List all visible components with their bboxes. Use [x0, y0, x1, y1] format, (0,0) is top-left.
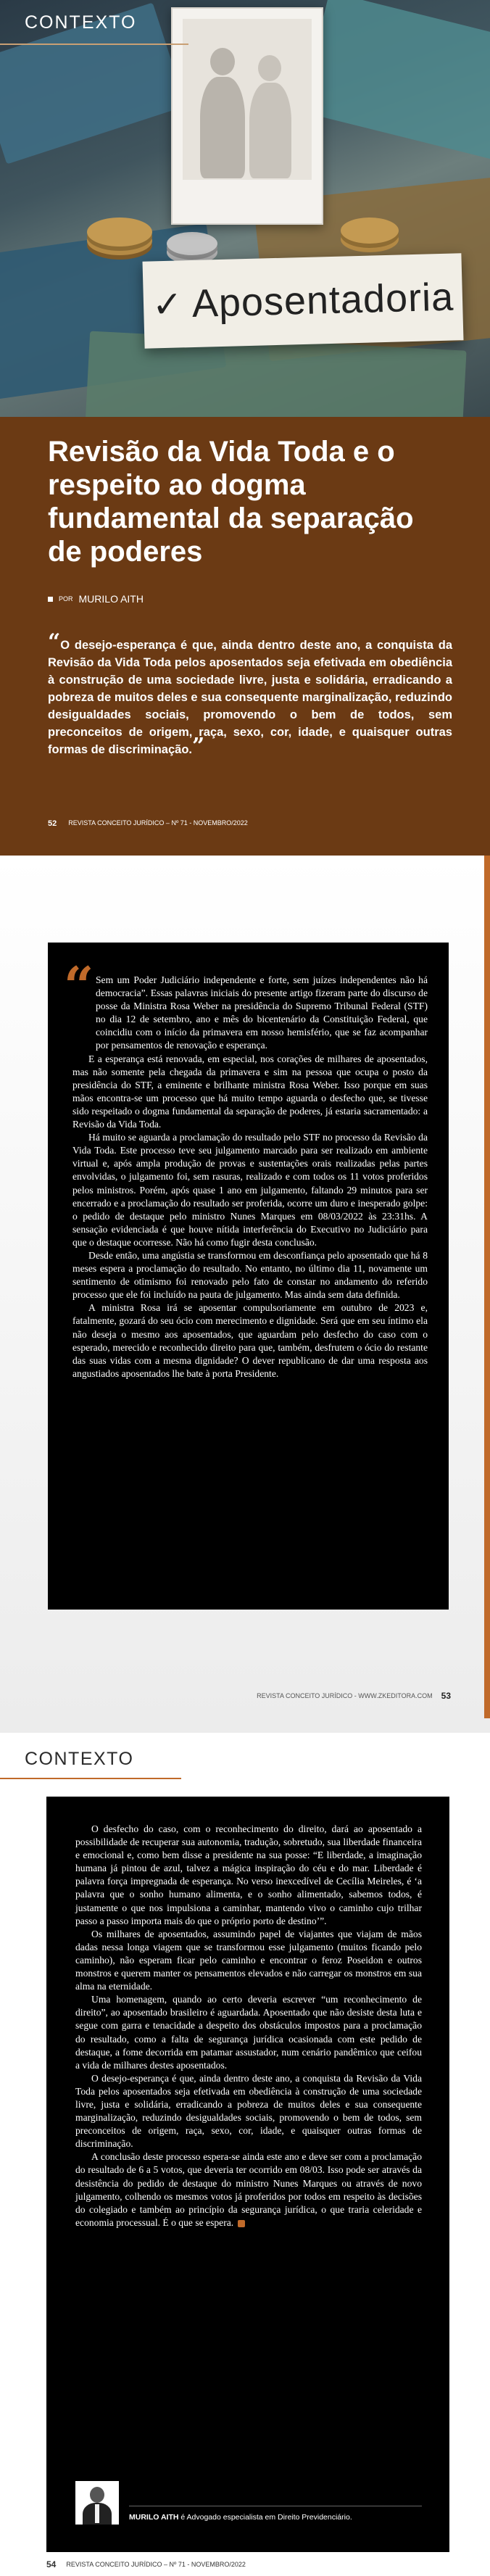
paragraph: O desejo-esperança é que, ainda dentro deste ano, a conquista da Revisão da Vida Toda pelos aposentados seja efetivada em obediência à construção de uma sociedade livre, justa e solidária, erradicando a pobreza de muitos deles e sua consequente marginalização, reduzindo desigualdades sociais, promovendo o bem de todos, sem preconceitos de origem, raça, sexo, cor, idade, e quaisquer outras formas de discriminação. [75, 2072, 422, 2150]
pull-quote [48, 629, 452, 759]
aposentadoria-card [143, 253, 464, 348]
checkmark-icon: ✓ [151, 283, 184, 326]
article-body-box [48, 943, 449, 1610]
footer-text: REVISTA CONCEITO JURÍDICO - WWW.ZKEDITORA.COM [257, 1692, 433, 1699]
quote-mark-icon: “ [64, 955, 94, 1016]
page-53 [0, 856, 490, 1733]
page-54 [0, 1733, 490, 2576]
close-quote-icon: ” [192, 734, 205, 759]
section-label-text: CONTEXTO [25, 1749, 134, 1769]
aposentadoria-card-text: Aposentadoria [191, 275, 454, 326]
author-name: MURILO AITH [129, 2513, 179, 2522]
page-number: 52 [48, 819, 57, 828]
byline-por: POR [59, 595, 73, 602]
article-body-box [46, 1797, 449, 2552]
paragraph: Uma homenagem, quando ao certo deveria escrever “um reconhecimento de direito”, ao aposentado brasileiro é aguardada. Aposentado que não desiste desta luta e segue com garra e tenacidade a despeito dos obstáculos impostos para a proclamação do resultado, como a falta de segurança jurídica ocasionada com este pedido de destaque, a fome decorrida em patamar assustador, num cenário pandêmico que ceifou a vida de milhares destes aposentados. [75, 1994, 422, 2071]
paragraph: O desfecho do caso, com o reconhecimento do direito, dará ao aposentado a possibilidade de recuperar sua autonomia, tradução, sobretudo, sua liberdade financeira e emocional e, como bem disse a presidente na sua posse: “E liberdade, a imaginação humana já pintou de azul, talvez a mágica inspiração do céu e do mar. Liberdade é palavra força impregnada de esperança. No verso inexcedível de Cecília Meireles, é ‘a palavra que o sonho humano alimenta, e o sonho alimentado, sabemos todos, é justamente o que nos impulsiona a caminhar, mantendo vivo o caminho cujo trilhar passo a passo importa mais do que o próprio porto de destino’”. [75, 1823, 422, 1926]
section-label-underline [0, 1778, 181, 1779]
author-bio-text: é Advogado especialista em Direito Previdenciário. [180, 2513, 352, 2522]
section-label-text: CONTEXTO [25, 12, 137, 33]
coin-stack [341, 218, 399, 244]
photo-frame [171, 7, 323, 225]
paragraph-last [75, 2150, 422, 2229]
paragraph: Sem um Poder Judiciário independente e forte, sem juízes independentes não há democracia”. Essas palavras iniciais do presente artigo fizeram parte do discurso de posse da Ministra Rosa Weber na presidência do Supremo Tribunal Federal (STF) no dia 12 de setembro, ano e mês do bicentenário da Constituição Federal, que coincidiu com o início da primavera em nosso hemisfério, que se faz acompanhar por pensamentos de renovação e esperança. [96, 974, 428, 1051]
section-label [25, 0, 136, 45]
section-label [0, 1733, 490, 1784]
pull-quote-text: O desejo-esperança é que, ainda dentro deste ano, a conquista da Revisão da Vida Toda pelos aposentados seja efetivada em obediência à construção de uma sociedade livre, justa e solidária, erradicando a pobreza de muitos deles e sua consequente marginalização, reduzindo desigualdades sociais, promovendo o bem de todos, sem preconceitos de origem, raça, sexo, cor, idade, e quaisquer outras formas de discriminação. [48, 639, 452, 756]
paragraph: A conclusão deste processo espera-se ainda este ano e deve ser com a proclamação do resultado de 6 a 5 votos, que deveria ter ocorrido em 08/03. Isso pode ser através da desistência do pedido de destaque do ministro Nunes Marques ou através de novo julgamento, colhendo os mesmos votos já proferidos por todos em respeito às decisões do colegiado e também ao princípio da segurança jurídica, o que traria celeridade e economia processual. É o que se espera. [75, 2151, 422, 2228]
paragraph: Há muito se aguarda a proclamação do resultado pelo STF no processo da Revisão da Vida Toda. Este processo teve seu julgamento marcado para ser realizado em ambiente virtual e, após ampla produção de provas e sustentações orais realizadas pelas partes envolvidas, o julgamento foi, sem rasuras, realizado e com todos os 11 votos proferidos pelos ministros. Porém, após quase 1 ano em julgamento, faltando 29 minutos para ser encerrado e a proclamação do resultado ser proferida, ocorre um duro e inesperado golpe: o pedido de destaque pelo ministro Nunes Marques em 08/03/2022 às 23:31hs. A sensação evidenciada é que houve nítida interferência do Executivo no Judiciário para que o destaque ocorresse. Não há como fugir desta conclusão. [72, 1132, 428, 1248]
coin-stack [87, 218, 152, 247]
footer-text: REVISTA CONCEITO JURÍDICO – Nº 71 - NOVEMBRO/2022 [68, 819, 248, 827]
cover-photo [0, 0, 490, 417]
page-footer [48, 819, 248, 828]
article-title: Revisão da Vida Toda e o respeito ao dogma fundamental da separação de poderes [48, 436, 414, 568]
accent-stripe [484, 856, 490, 1718]
end-mark-icon [238, 2220, 245, 2227]
page-52 [0, 0, 490, 856]
page-footer [257, 1691, 451, 1701]
byline-square-icon [48, 597, 53, 602]
section-label-underline [0, 44, 188, 45]
page-number: 53 [441, 1691, 451, 1701]
page-footer [46, 2559, 246, 2569]
author-photo [75, 2481, 119, 2525]
paragraph: E a esperança está renovada, em especial, nos corações de milhares de aposentados, mas não somente pela chegada da primavera e sim na pessoa que ocupa o posto da presidência do STF, a eminente e brilhante ministra Rosa Weber. Isso porque em suas mãos encontra-se um processo que há muito tempo aguarda o desfecho que, se tivesse sido respeitado o dogma fundamental da separação de poderes, já estaria sacramentado: a Revisão da Vida Toda. [72, 1053, 428, 1130]
byline-author: MURILO AITH [78, 593, 144, 605]
paragraph: Desde então, uma angústia se transformou em desconfiança pelo aposentado que há 8 meses espera a proclamação do resultado. No entanto, no último dia 11, novamente um sentimento de otimismo foi renovado pelo fato de constar no andamento do referido processo que ele foi incluído na pauta de julgamento. Mas ainda sem data definida. [72, 1249, 428, 1301]
article-body [72, 974, 428, 1380]
author-bio [129, 2513, 352, 2525]
byline [48, 593, 144, 605]
coin-stack [167, 232, 217, 255]
paragraph: Os milhares de aposentados, assumindo papel de viajantes que viajam de mãos dadas nessa longa viagem que se transformou esse julgamento (muitos ficando pelo caminho), não esperam ficar pelo caminho e encontrar o feroz Poseidon e outros monstros e querem manter os pensamentos elevados e não carregar os monstros em sua alma na eternidade. [75, 1928, 422, 1992]
author-box [75, 2481, 422, 2525]
banknote-shape [300, 0, 490, 160]
open-quote-icon: “ [48, 629, 61, 655]
paragraph: A ministra Rosa irá se aposentar compulsoriamente em outubro de 2023 e, fatalmente, gozará do seu ócio com merecimento e dignidade. Será que em seu íntimo ela não deseja o mesmo aos aposentados, que aguardam pelo desfecho do caso com o esperado, merecido e reconhecido direito para que, também, desfrutem o ócio do restante das suas vidas com a mesma dignidade? O dever republicano de dar uma resposta aos angustiados aposentados lhe bate à porta Presidente. [72, 1302, 428, 1379]
footer-text: REVISTA CONCEITO JURÍDICO – Nº 71 - NOVEMBRO/2022 [66, 2561, 246, 2568]
article-body [75, 1823, 422, 2229]
page-number: 54 [46, 2559, 57, 2569]
